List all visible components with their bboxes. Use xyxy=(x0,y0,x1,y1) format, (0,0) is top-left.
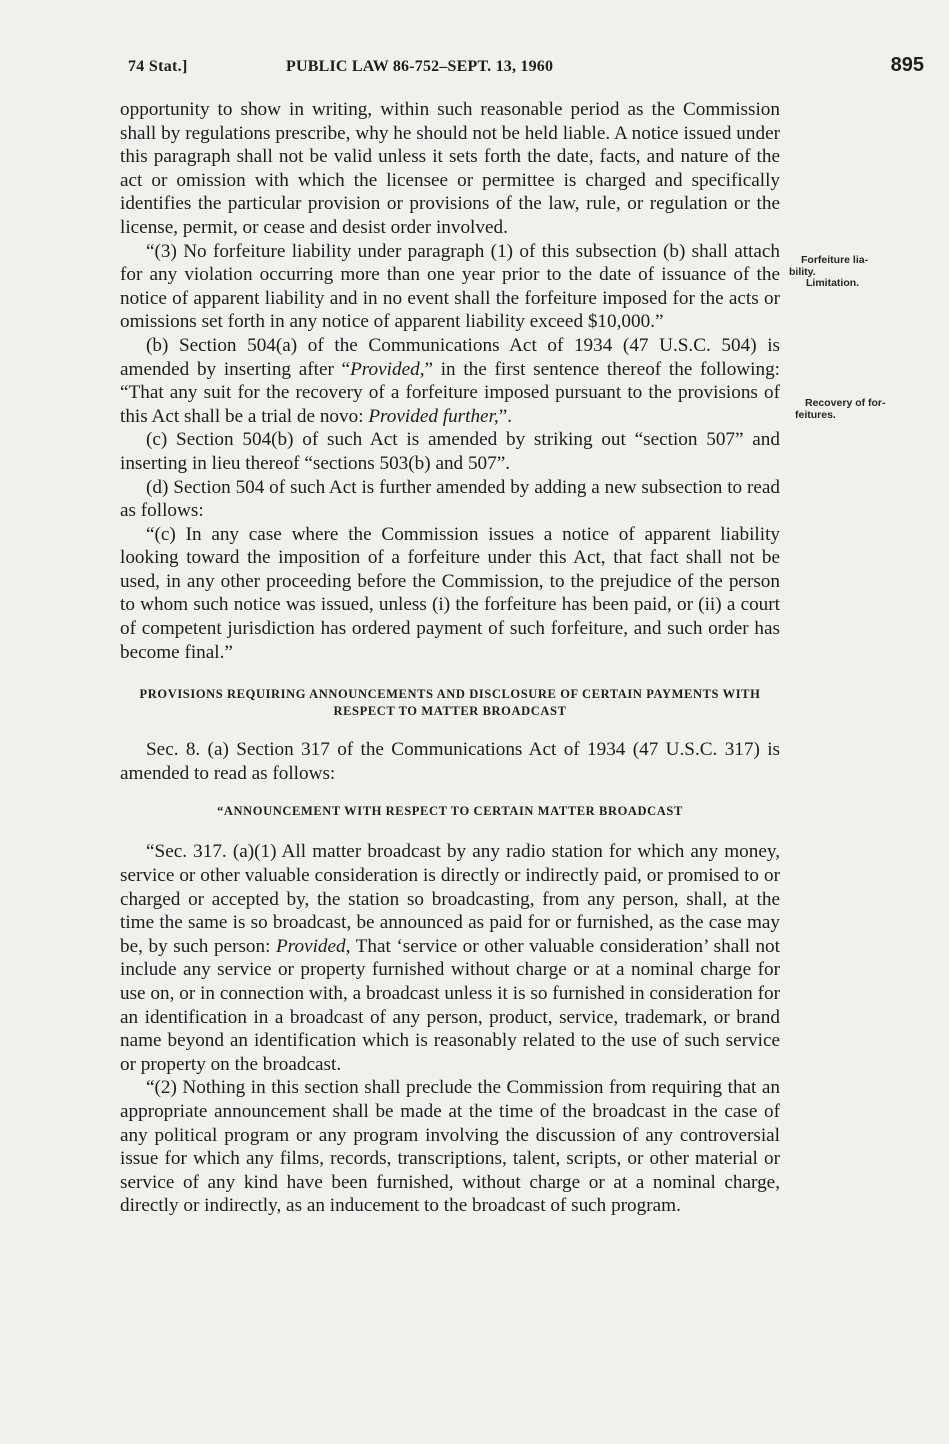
margin-note-limitation: Limitation. xyxy=(806,277,860,289)
paragraph-3: “(3) No forfeiture liability under paragraph (1) of this subsection (b) shall attach for any violation occurring more than one year prior to the date of issuance of the notice of apparent liability and in no event shall the forfeiture imposed for the acts or omissions set forth in any notice of apparent liability exceed $10,000.” xyxy=(120,240,780,333)
margin-note-forfeiture-line2: bility. xyxy=(789,266,816,278)
subsection-heading: “ANNOUNCEMENT WITH RESPECT TO CERTAIN MATTER BROADCAST xyxy=(217,804,683,819)
provided-term-2: Provided, xyxy=(276,935,351,957)
body-text xyxy=(120,98,780,1218)
section-heading: PROVISIONS REQUIRING ANNOUNCEMENTS AND DISCLOSURE OF CERTAIN PAYMENTS WITH RESPECT TO MATTER BROADCAST xyxy=(139,687,761,719)
provided-term: Provided, xyxy=(350,358,425,380)
section-317-text-2: That ‘service or other valuable consideration’ shall not include any service or property furnished without charge or at a nominal charge for use on, or in connection with, a broadcast unless it is so furnished in consideration for an identification in a broadcast of any person, product, service, trademark, or brand name beyond an identification which is reasonably related to the use of such service or property on the broadcast. xyxy=(120,935,780,1075)
paragraph-b-text-1: (b) Section 504(a) of the Communications Act of 1934 (47 U.S.C. 504) is amended by inserting after “ xyxy=(120,334,780,380)
statute-volume: 74 Stat.] xyxy=(128,58,188,75)
paragraph-b-text-2: ” in the first sentence thereof the following: “That any suit for the recovery of a forfeiture imposed pursuant to the provisions of this Act shall be a trial de novo: xyxy=(120,358,780,427)
section-317-a-1 xyxy=(120,840,780,1076)
section-317-a-2: “(2) Nothing in this section shall preclude the Commission from requiring that an appropriate announcement shall be made at the time of the broadcast in the case of any political program or any program involving the discussion of any controversial issue for which any films, records, transcriptions, talent, scripts, or other material or service of any kind have been furnished, without charge or at a nominal charge, directly or indirectly, as an inducement to the broadcast of such program. xyxy=(120,1077,780,1217)
margin-note-forfeiture xyxy=(789,254,868,278)
paragraph-c: (c) Section 504(b) of such Act is amended by striking out “section 507” and inserting in lieu thereof “sections 503(b) and 507”. xyxy=(120,429,780,474)
subsection-c: “(c) In any case where the Commission issues a notice of apparent liability looking toward the imposition of a forfeiture under this Act, that fact shall not be used, in any other proceeding before the Commission, to the prejudice of the person to whom such notice was issued, unless (i) the forfeiture has been paid, or (ii) a court of competent jurisdiction has ordered payment of such forfeiture, and such order has become final.” xyxy=(120,523,780,663)
section-317-text-1: “Sec. 317. (a)(1) All matter broadcast by any radio station for which any money, service or other valuable consideration is directly or indirectly paid, or promised to or charged or accepted by, the station so broadcasting, from any person, shall, at the time the same is so broadcast, be announced as paid for or furnished, as the case may be, by such person: xyxy=(120,841,780,957)
provided-further-term: Provided further, xyxy=(368,405,499,427)
margin-note-recovery-line2: feitures. xyxy=(795,409,836,421)
paragraph-continued: opportunity to show in writing, within such reasonable period as the Commission shall by regulations prescribe, why he should not be held liable. A notice issued under this paragraph shall not be valid unless it sets forth the date, facts, and nature of the act or omission with which the licensee or permittee is charged and specifically identifies the particular provision or provisions of the law, rule, or regulation or the license, permit, or cease and desist order involved. xyxy=(120,99,780,238)
margin-note-recovery-line1: Recovery of for- xyxy=(805,397,886,409)
law-title: PUBLIC LAW 86-752–SEPT. 13, 1960 xyxy=(286,58,554,75)
section-8-intro: Sec. 8. (a) Section 317 of the Communications Act of 1934 (47 U.S.C. 317) is amended to read as follows: xyxy=(120,739,780,784)
margin-note-forfeiture-line1: Forfeiture lia- xyxy=(801,254,869,266)
paragraph-b-text-3: ”. xyxy=(498,405,513,427)
paragraph-d: (d) Section 504 of such Act is further amended by adding a new subsection to read as follows: xyxy=(120,476,780,522)
page-number: 895 xyxy=(890,54,924,76)
paragraph-b xyxy=(120,334,780,428)
page-header xyxy=(128,54,924,84)
margin-note-recovery xyxy=(795,397,886,421)
